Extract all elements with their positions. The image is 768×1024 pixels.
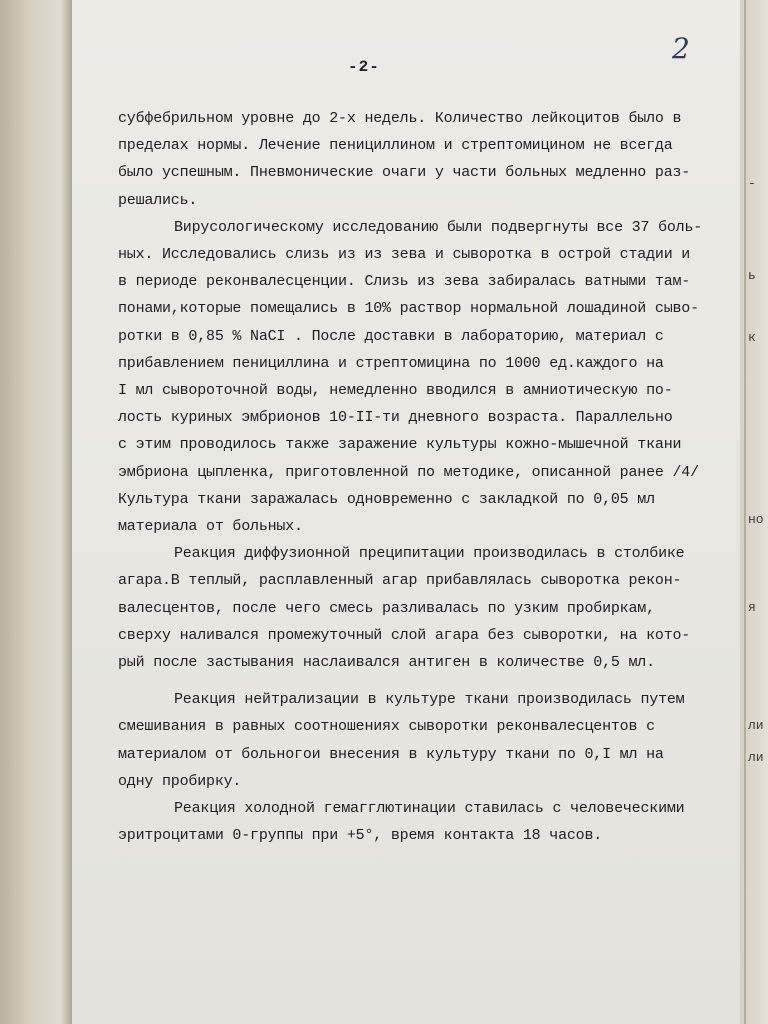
text-line: лость куриных эмбрионов 10-II-ти дневного возраста. Параллельно bbox=[118, 409, 673, 427]
text-line: смешивания в равных соотношениях сыворотки реконвалесцентов с bbox=[118, 718, 655, 736]
handwritten-page-number: 2 bbox=[672, 32, 690, 65]
adjacent-page-fragment: к bbox=[748, 330, 756, 345]
text-line: Реакция диффузионной преципитации производилась в столбике bbox=[174, 545, 685, 563]
text-line: решались. bbox=[118, 191, 198, 209]
text-line: материала от больных. bbox=[118, 518, 303, 536]
text-line: материалом от больногои внесения в культуру ткани по 0,I мл на bbox=[118, 745, 664, 763]
text-line: агара.В теплый, расплавленный агар прибавлялась сыворотка рекон- bbox=[118, 572, 682, 590]
text-line: Реакция нейтрализации в культуре ткани производилась путем bbox=[174, 691, 685, 709]
page-edge-line bbox=[744, 0, 746, 1024]
adjacent-page-fragment: ь bbox=[748, 268, 756, 283]
text-line: ных. Исследовались слизь из из зева и сыворотка в острой стадии и bbox=[118, 246, 691, 264]
text-line: ротки в 0,85 % NaCI . После доставки в лабораторию, материал с bbox=[118, 327, 664, 345]
adjacent-page-fragment: - bbox=[748, 176, 756, 191]
text-line: одну пробирку. bbox=[118, 772, 242, 790]
text-line: валесцентов, после чего смесь разливалась по узким пробиркам, bbox=[118, 599, 655, 617]
text-line: эритроцитами 0-группы при +5°, время контакта 18 часов. bbox=[118, 827, 603, 845]
text-line: I мл сывороточной воды, немедленно вводился в амниотическую по- bbox=[118, 382, 673, 400]
paragraph-gap bbox=[118, 676, 718, 686]
text-line: субфебрильном уровне до 2-х недель. Количество лейкоцитов было в bbox=[118, 110, 682, 127]
adjacent-page-fragment: я bbox=[748, 600, 756, 615]
text-line: было успешным. Пневмонические очаги у части больных медленно раз- bbox=[118, 164, 691, 182]
text-line: рый после застывания наслаивался антиген в количестве 0,5 мл. bbox=[118, 654, 655, 672]
text-line: в периоде реконвалесценции. Слизь из зева забиралась ватными там- bbox=[118, 273, 691, 291]
document-body-text bbox=[118, 105, 718, 849]
adjacent-page-fragment: ли bbox=[748, 718, 764, 733]
adjacent-page-fragment: ли bbox=[748, 750, 764, 765]
typed-page-number: -2- bbox=[348, 58, 380, 76]
text-line: понами,которые помещались в 10% раствор нормальной лошадиной сыво- bbox=[118, 300, 699, 318]
text-line: эмбриона цыпленка, приготовленной по методике, описанной ранее /4/ bbox=[118, 463, 699, 481]
text-line: сверху наливался промежуточный слой агара без сыворотки, на кото- bbox=[118, 626, 691, 644]
text-line: Вирусологическому исследованию были подвергнуты все 37 боль- bbox=[174, 218, 703, 236]
text-line: Культура ткани заражалась одновременно с закладкой по 0,05 мл bbox=[118, 490, 655, 508]
adjacent-page-fragment: но bbox=[748, 512, 764, 527]
text-line: пределах нормы. Лечение пенициллином и стрептомицином не всегда bbox=[118, 137, 673, 155]
text-line: прибавлением пенициллина и стрептомицина по 1000 ед.каждого на bbox=[118, 354, 664, 372]
text-line: с этим проводилось также заражение культуры кожно-мышечной ткани bbox=[118, 436, 682, 454]
text-line: Реакция холодной гемагглютинации ставилась с человеческими bbox=[174, 800, 685, 818]
